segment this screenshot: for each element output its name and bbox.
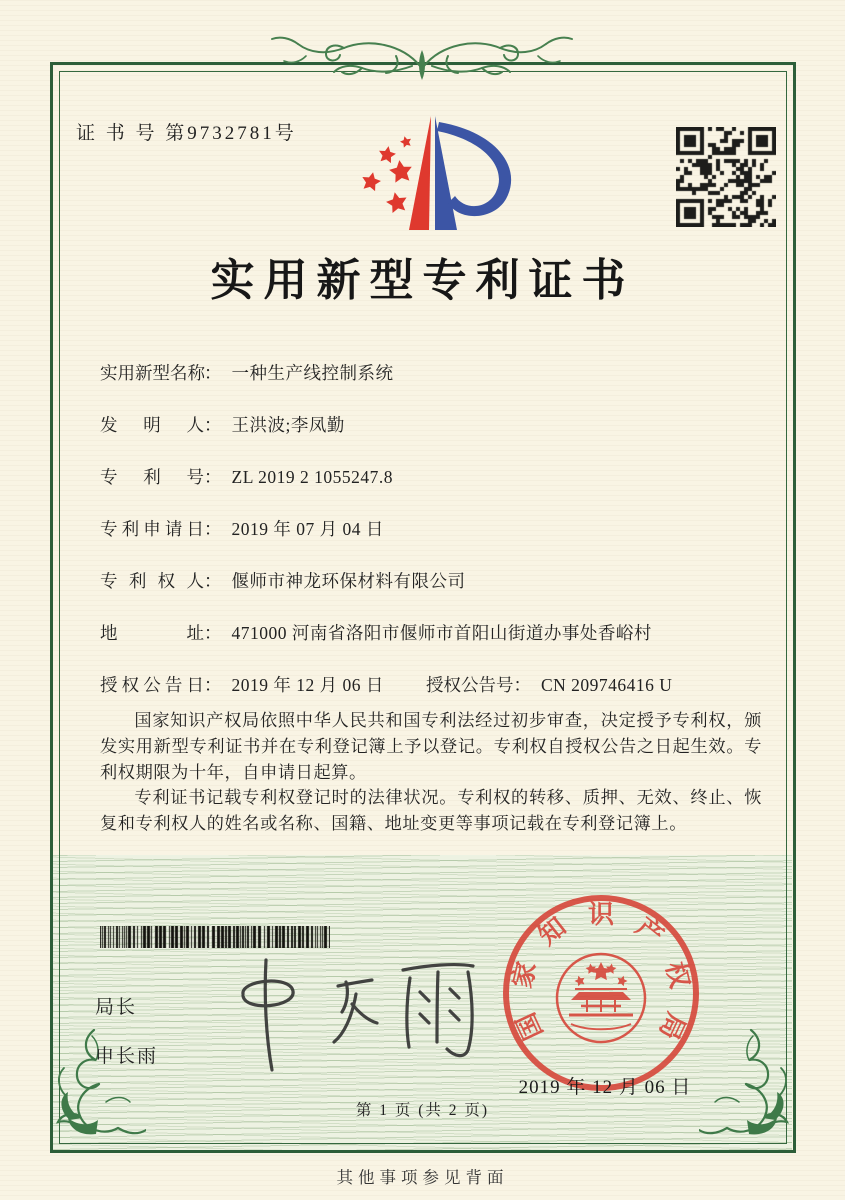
field-label: 实用新型名称 [100,363,205,383]
field-value: CN 209746416 U [541,675,673,695]
seal-char: 知 [533,911,572,951]
field-row-patentee: 专利权人： 偃师市神龙环保材料有限公司 [100,568,780,620]
field-label: 授权公告号 [426,675,514,695]
qr-code [676,127,776,227]
top-flourish-ornament [252,26,592,98]
field-list [100,360,780,724]
field-value: 471000 河南省洛阳市偃师市首阳山街道办事处香峪村 [231,623,652,643]
cnipa-logo-icon [343,110,523,238]
field-row-grant: 授权公告日： 2019 年 12 月 06 日 授权公告号： CN 209746416 U [100,672,780,724]
field-value: 2019 年 12 月 06 日 [231,675,384,695]
page-number: 第 1 页 (共 2 页) [355,1102,490,1119]
field-value: 2019 年 07 月 04 日 [231,519,384,539]
field-row-inventors: 发明人： 王洪波;李凤勤 [100,412,780,464]
legal-paragraph-2: 专利证书记载专利权登记时的法律状况。专利权的转移、质押、无效、终止、恢复和专利权人的姓名或名称、国籍、地址变更等事项记载在专利登记簿上。 [100,788,762,834]
back-side-note: 其他事项参见背面 [336,1168,509,1187]
director-title: 局长 [95,997,138,1018]
seal-char: 局 [653,1008,691,1045]
field-value: 一种生产线控制系统 [231,363,394,383]
certificate-title: 实用新型专利证书 [210,256,635,305]
field-grant-number: 授权公告号： CN 209746416 U [426,675,673,695]
director-name: 申长雨 [95,1046,159,1067]
seal-char: 权 [660,958,695,991]
certificate-number: 证 书 号 第9732781号 [76,123,297,144]
director-signature-handwriting [228,942,498,1077]
field-label: 专利号 [100,467,204,487]
national-emblem-icon [557,954,645,1042]
seal-char: 国 [511,1008,549,1045]
field-label: 专利权人 [100,571,204,591]
director-block [95,992,158,1068]
legal-text [100,708,762,837]
field-label: 地址 [100,623,204,643]
seal-date: 2019 年 12 月 06 日 [518,1077,692,1098]
bottom-right-corner-ornament [699,1024,809,1159]
field-value: 偃师市神龙环保材料有限公司 [231,571,466,591]
legal-paragraph-1: 国家知识产权局依照中华人民共和国专利法经过初步审查，决定授予专利权，颁发实用新型专利证书并在专利登记簿上予以登记。专利权自授权公告之日起生效。专利权期限为十年，自申请日起算。 [100,711,762,782]
field-label: 授权公告日 [100,675,204,695]
field-row-address: 地址： 471000 河南省洛阳市偃师市首阳山街道办事处香峪村 [100,620,780,672]
seal-char: 识 [587,900,615,929]
seal-char: 产 [630,911,669,951]
cnipa-official-seal [496,888,706,1098]
field-label: 专利申请日 [100,519,204,539]
field-value: ZL 2019 2 1055247.8 [231,467,393,487]
seal-char: 家 [507,958,542,991]
field-label: 发明人 [100,415,204,435]
field-row-filing-date: 专利申请日： 2019 年 07 月 04 日 [100,516,780,568]
field-row-patent-number: 专利号： ZL 2019 2 1055247.8 [100,464,780,516]
field-row-utility-model-name: 实用新型名称： 一种生产线控制系统 [100,360,780,412]
field-value: 王洪波;李凤勤 [231,415,345,435]
